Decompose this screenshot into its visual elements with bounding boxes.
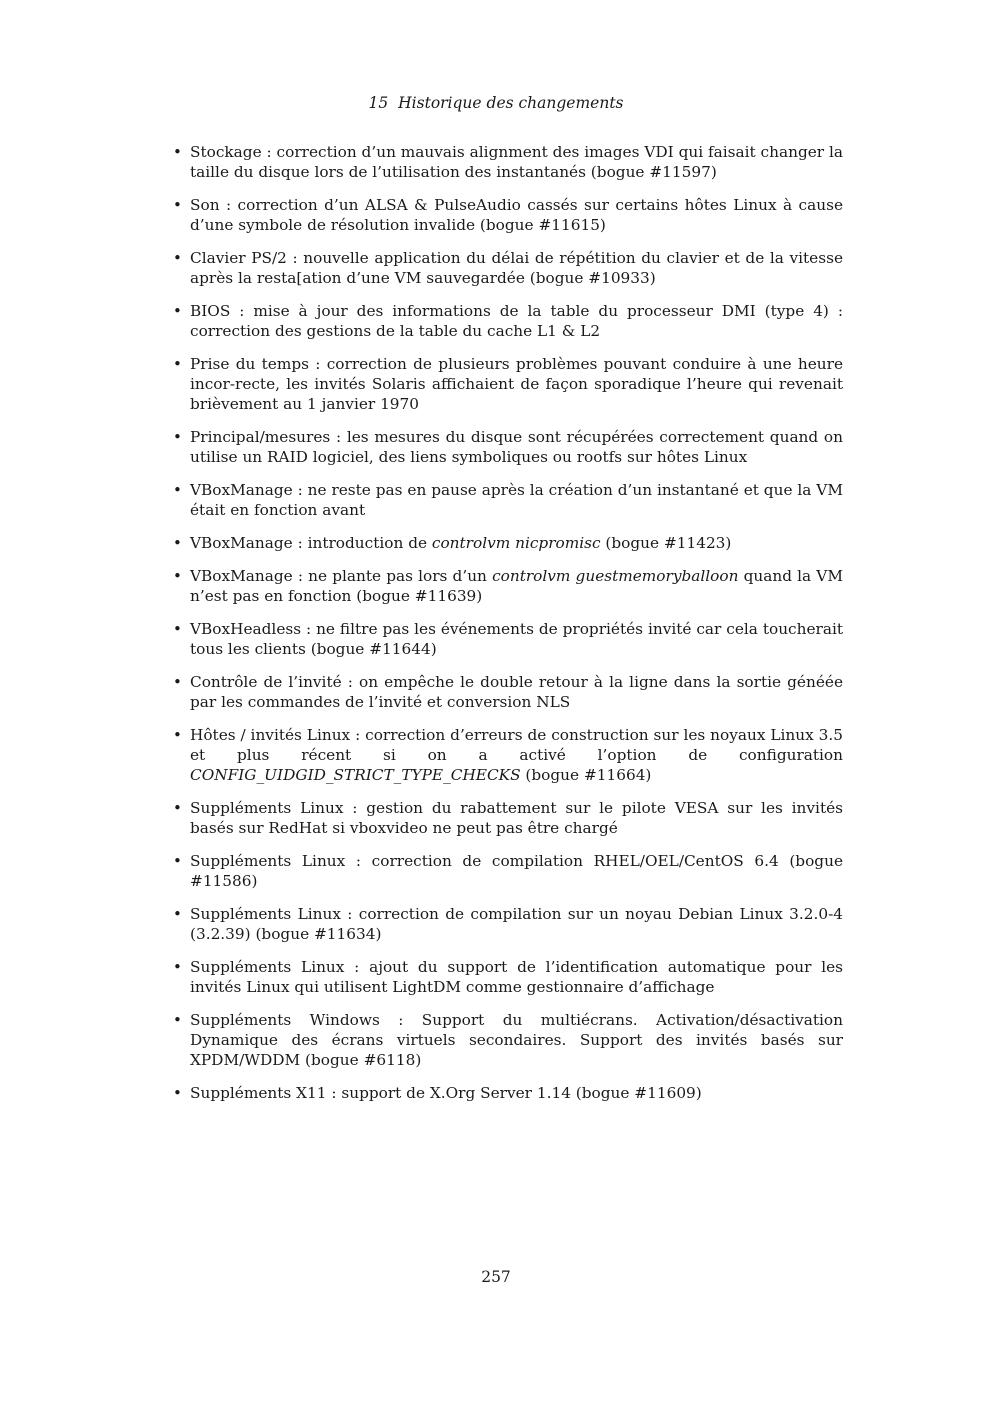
list-item [172, 354, 843, 414]
item-text: Principal/mesures : les mesures du disque sont récupérées correctement quand on utilise un RAID logiciel, des liens symboliques ou rootfs sur hôtes Linux [190, 428, 843, 466]
list-item [172, 480, 843, 520]
list-item [172, 904, 843, 944]
item-text: (bogue #11664) [520, 766, 652, 784]
running-header [0, 94, 992, 112]
item-text: Son : correction d’un ALSA & PulseAudio cassés sur certains hôtes Linux à cause d’une symbole de résolution invalide (bogue #11615) [190, 196, 843, 234]
item-text: VBoxManage : ne plante pas lors d’un [190, 567, 493, 585]
list-item [172, 301, 843, 341]
item-text: (bogue #11423) [600, 534, 732, 552]
item-text: Contrôle de l’invité : on empêche le double retour à la ligne dans la sortie généée par les commandes de l’invité et conversion NLS [190, 673, 843, 711]
item-text: Suppléments Windows : Support du multiécrans. Activation/désactivation Dynamique des écrans virtuels secondaires. Support des invités basés sur XPDM/WDDM (bogue #6118) [190, 1011, 843, 1069]
item-text: VBoxHeadless : ne filtre pas les événements de propriétés invité car cela toucherait tous les clients (bogue #11644) [190, 620, 843, 658]
command-text: controlvm guestmemoryballoon [492, 567, 739, 585]
item-text: Hôtes / invités Linux : correction d’erreurs de construction sur les noyaux Linux 3.5 et plus récent si on a activé l’option de configuration [190, 726, 843, 764]
command-text: controlvm nicpromisc [431, 534, 601, 552]
list-item [172, 851, 843, 891]
list-item [172, 195, 843, 235]
list-item [172, 1083, 843, 1103]
changelog-list [172, 142, 843, 1116]
command-text: CONFIG_UIDGID_STRICT_TYPE_CHECKS [190, 766, 521, 784]
item-text: VBoxManage : introduction de [190, 534, 432, 552]
item-text: VBoxManage : ne reste pas en pause après la création d’un instantané et que la VM était en fonction avant [190, 481, 843, 519]
list-item [172, 798, 843, 838]
list-item [172, 1010, 843, 1070]
list-item [172, 619, 843, 659]
list-item [172, 427, 843, 467]
list-item [172, 566, 843, 606]
list-item [172, 533, 843, 553]
chapter-title: Historique des changements [398, 94, 624, 112]
item-text: Suppléments X11 : support de X.Org Server 1.14 (bogue #11609) [190, 1084, 702, 1102]
item-text: Stockage : correction d’un mauvais alignment des images VDI qui faisait changer la taille du disque lors de l’utilisation des instantanés (bogue #11597) [190, 143, 843, 181]
list-item [172, 142, 843, 182]
item-text: Suppléments Linux : correction de compilation sur un noyau Debian Linux 3.2.0-4 (3.2.39) (bogue #11634) [190, 905, 843, 943]
item-text: Suppléments Linux : ajout du support de l’identification automatique pour les invités Linux qui utilisent LightDM comme gestionnaire d’affichage [190, 958, 843, 996]
item-text: BIOS : mise à jour des informations de la table du processeur DMI (type 4) : correction des gestions de la table du cache L1 & L2 [190, 302, 843, 340]
page-number: 257 [481, 1268, 511, 1286]
item-text: Suppléments Linux : correction de compilation RHEL/OEL/CentOS 6.4 (bogue #11586) [190, 852, 843, 890]
item-text: Prise du temps : correction de plusieurs problèmes pouvant conduire à une heure incor-recte, les invités Solaris affichaient de façon sporadique l’heure qui revenait brièvement au 1 janvier 1970 [190, 355, 843, 413]
item-text: Suppléments Linux : gestion du rabattement sur le pilote VESA sur les invités basés sur RedHat si vboxvideo ne peut pas être chargé [190, 799, 843, 837]
list-item [172, 957, 843, 997]
item-text: quand la VM n’est pas en fonction (bogue #11639) [190, 567, 844, 605]
list-item [172, 672, 843, 712]
chapter-number: 15 [368, 94, 389, 112]
list-item [172, 248, 843, 288]
list-item [172, 725, 843, 785]
item-text: Clavier PS/2 : nouvelle application du délai de répétition du clavier et de la vitesse après la resta[ation d’une VM sauvegardée (bogue #10933) [190, 249, 843, 287]
